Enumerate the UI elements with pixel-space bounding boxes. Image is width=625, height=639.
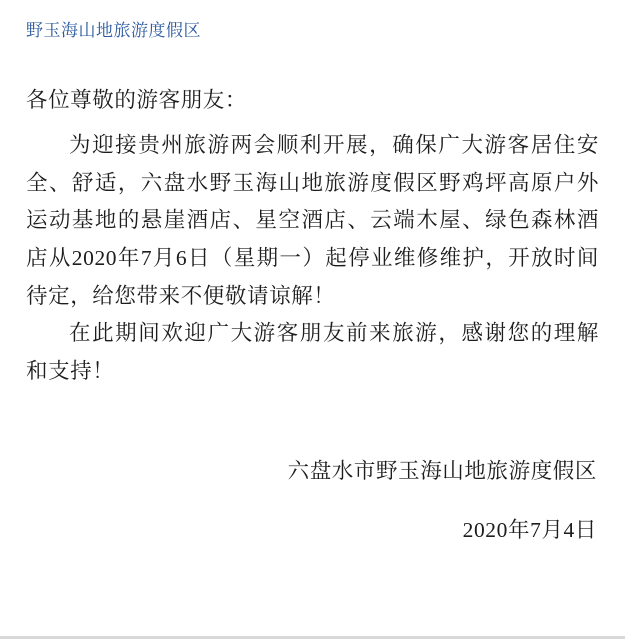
signature-text: 六盘水市野玉海山地旅游度假区 xyxy=(287,458,597,483)
date-text: 2020年7月4日 xyxy=(462,518,597,543)
salutation-text: 各位尊敬的游客朋友： xyxy=(26,87,248,112)
notice-body xyxy=(26,82,599,391)
source-label: 野玉海山地旅游度假区 xyxy=(26,21,201,40)
notice-paragraph-2: 在此期间欢迎广大游客朋友前来旅游，感谢您的理解和支持！ xyxy=(26,321,599,383)
notice-paragraph-1: 为迎接贵州旅游两会顺利开展，确保广大游客居住安全、舒适，六盘水野玉海山地旅游度假区野鸡坪高原户外运动基地的悬崖酒店、星空酒店、云端木屋、绿色森林酒店从2020年7月6日（星期一）起停业维修维护，开放时间待定，给您带来不便敬请谅解！ xyxy=(26,133,599,308)
